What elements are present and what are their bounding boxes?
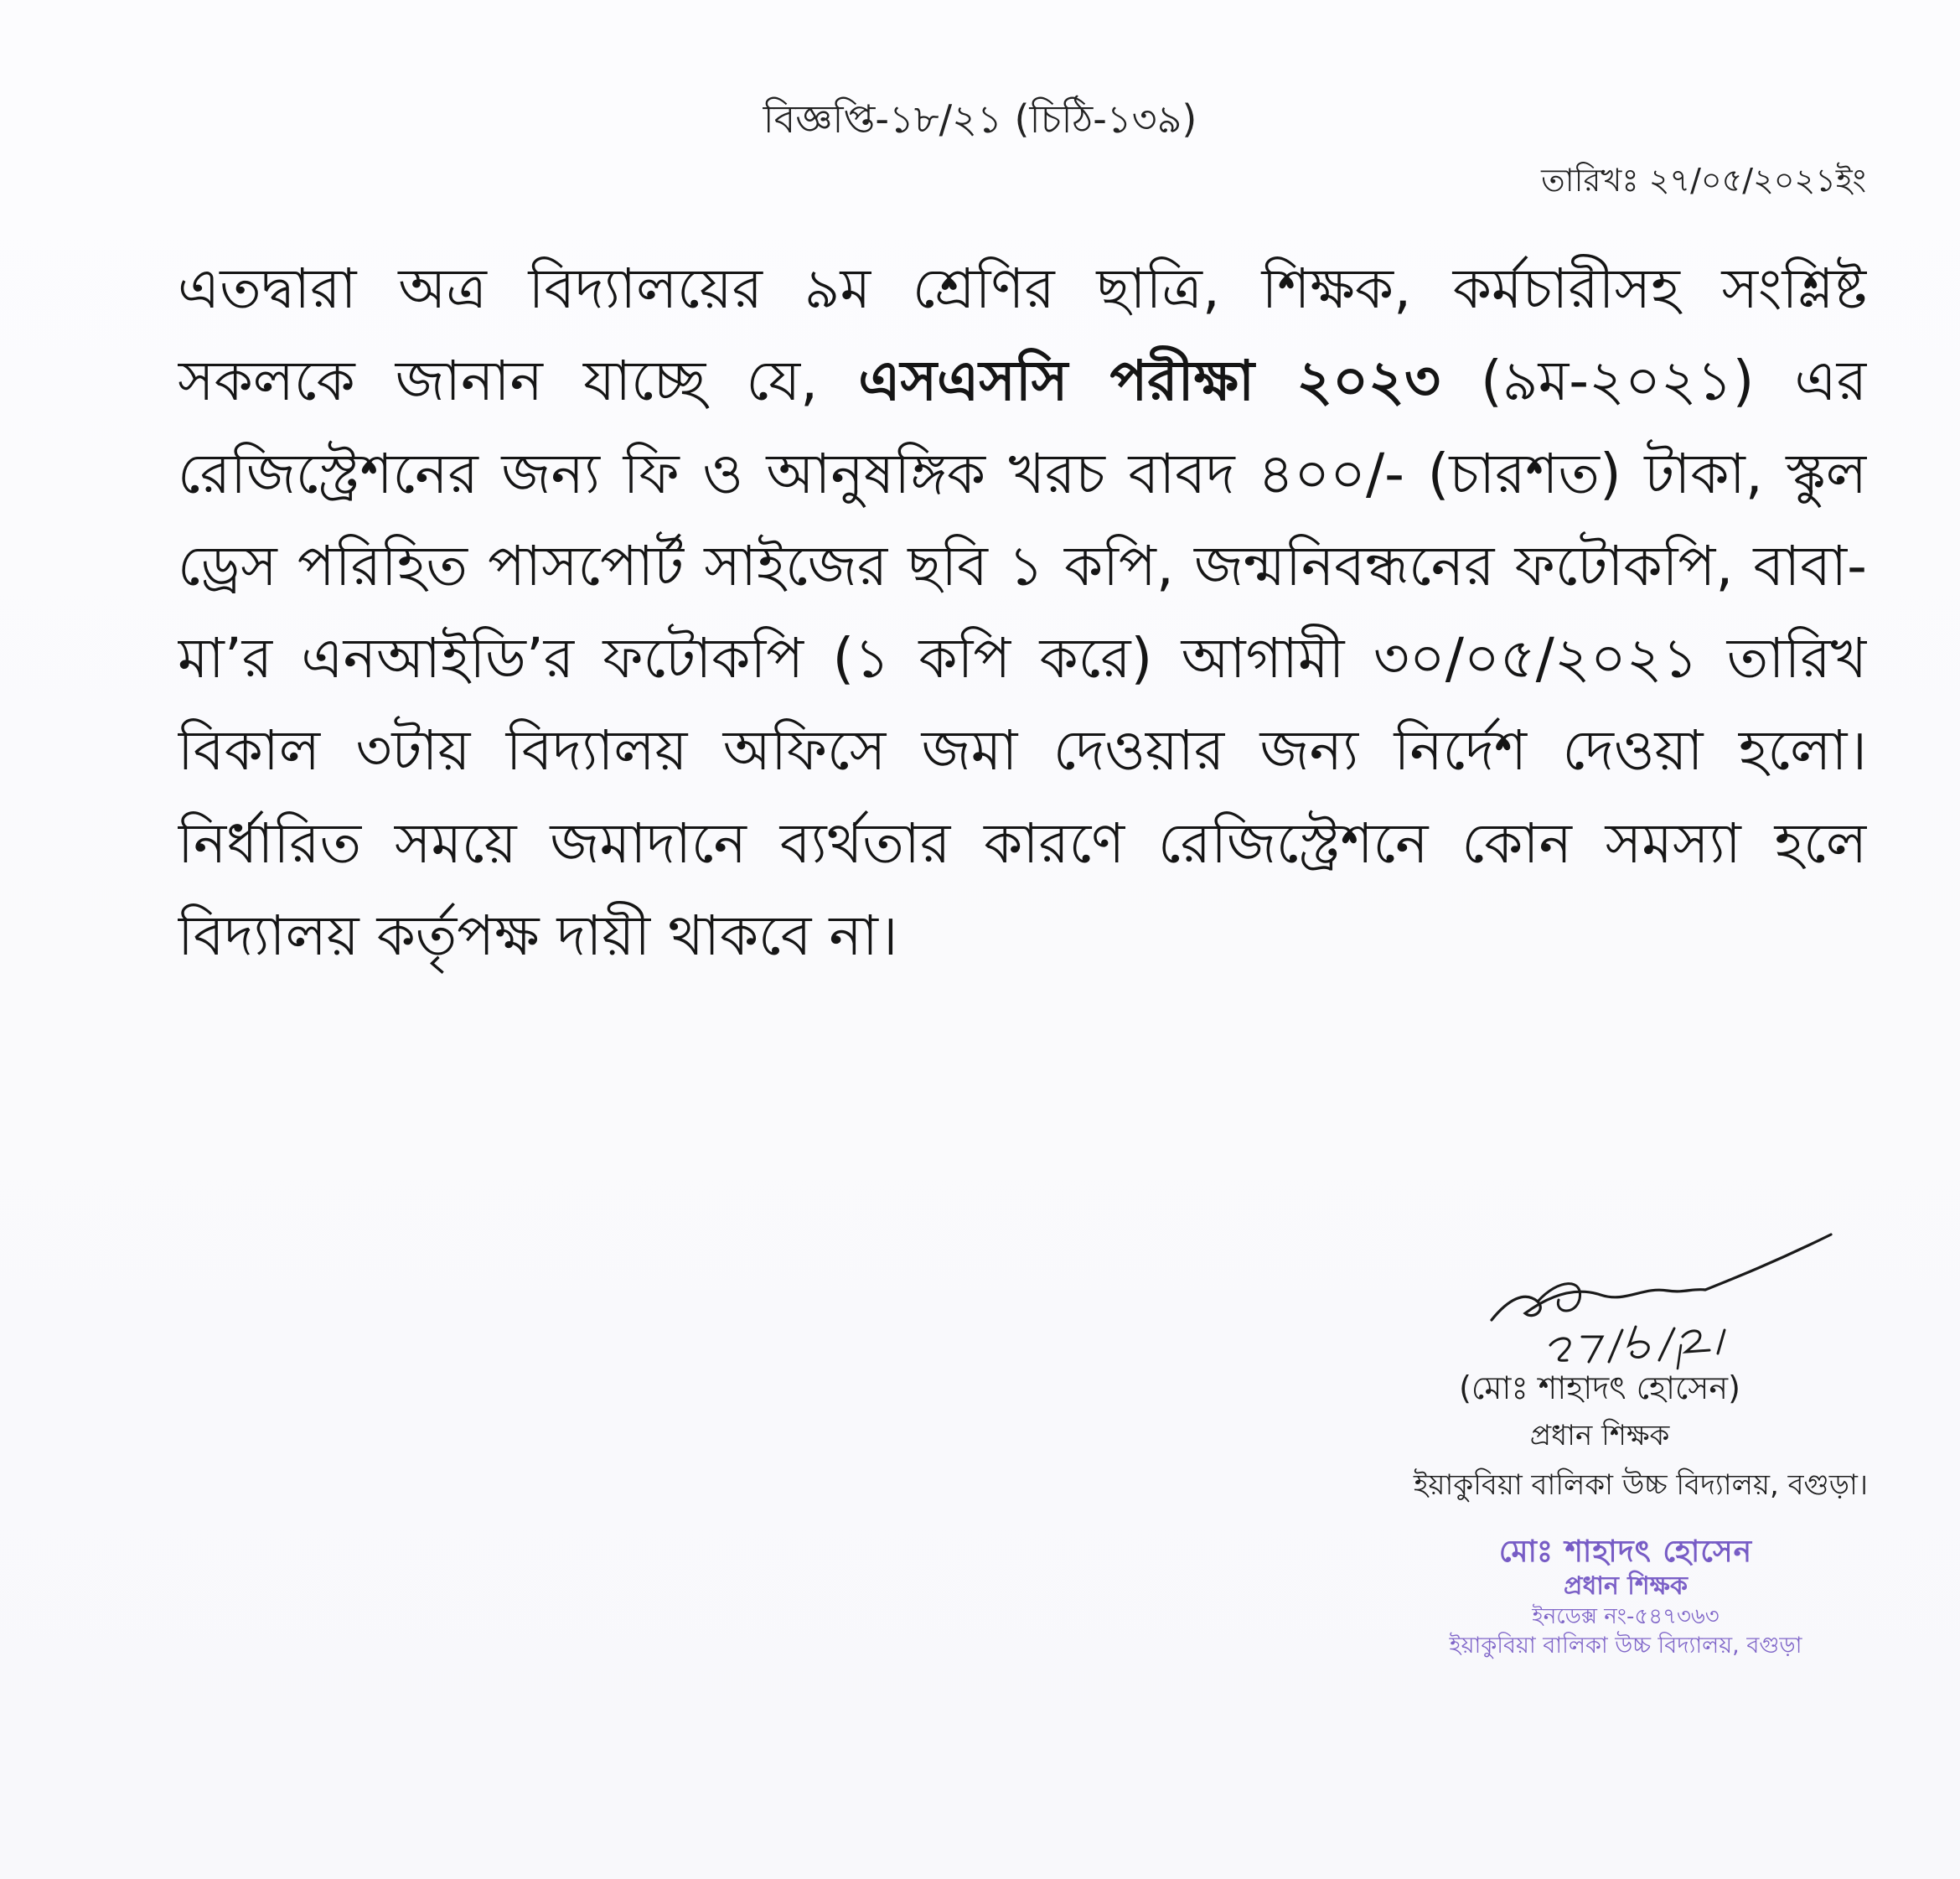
signature-date-5 bbox=[1629, 1327, 1648, 1358]
notice-body-bold: এসএসসি পরীক্ষা ২০২৩ bbox=[858, 349, 1440, 414]
signature-date-7 bbox=[1582, 1337, 1602, 1362]
official-stamp bbox=[1425, 1534, 1827, 1676]
notice-body bbox=[178, 243, 1867, 1249]
notice-number: বিজ্ঞপ্তি-১৮/২১ (চিঠি-১৩৯) bbox=[763, 96, 1197, 142]
signature-block bbox=[1281, 1364, 1868, 1510]
signature-date-21 bbox=[1683, 1330, 1725, 1354]
stamp-title: প্রধান শিক্ষক bbox=[1564, 1571, 1688, 1601]
signature-date-slash2 bbox=[1659, 1328, 1674, 1360]
notice-body-text-1: এতদ্বারা অত্র বিদ্যালয়ের ৯ম শ্রেণির ছাত্রি, শিক্ষক, কর্মচারীসহ সংশ্লিষ্ট সকলকে জানান যাচ্ছে যে, bbox=[178, 256, 1867, 414]
signature-stroke-loop bbox=[1538, 1284, 1580, 1311]
signatory-title: প্রধান শিক্ষক bbox=[1529, 1419, 1670, 1452]
notice-body-text-2: (৯ম-২০২১) এর রেজিস্ট্রেশনের জন্য ফি ও আনুষঙ্গিক খরচ বাবদ ৪০০/- (চারশত) টাকা, স্কুল ড্রেস পরিহিত পাসপোর্ট সাইজের ছবি ১ কপি, জন্মনিবন্ধনের ফটোকপি, বাবা-মা’র এনআইডি’র ফটোকপি (১ কপি করে) আগামী ৩০/০৫/২০২১ তারিখ বিকাল ৩টায় বিদ্যালয় অফিসে জমা দেওয়ার জন্য নির্দেশ দেওয়া হলো। নির্ধারিত সময়ে জমাদানে ব্যর্থতার কারণে রেজিস্ট্রেশনে কোন সমস্যা হলে বিদ্যালয় কর্তৃপক্ষ দায়ী থাকবে না। bbox=[178, 349, 1867, 969]
signatory-name: (মোঃ শাহাদৎ হোসেন) bbox=[1459, 1369, 1740, 1406]
stamp-name: মোঃ শাহাদৎ হোসেন bbox=[1498, 1535, 1753, 1569]
signature-date-slash1 bbox=[1609, 1330, 1622, 1362]
notice-date: তারিখঃ ২৭/০৫/২০২১ইং bbox=[1541, 162, 1866, 199]
stamp-school: ইয়াকুবিয়া বালিকা উচ্চ বিদ্যালয়, বগুড়া bbox=[1449, 1633, 1802, 1659]
handwritten-signature bbox=[1458, 1219, 1844, 1370]
signature-stroke-main bbox=[1492, 1235, 1831, 1320]
signature-date-2 bbox=[1550, 1338, 1570, 1360]
stamp-index: ইনডেক্স নং-৫৪৭৩৬৩ bbox=[1532, 1604, 1720, 1629]
school-name: ইয়াকুবিয়া বালিকা উচ্চ বিদ্যালয়, বগুড়া। bbox=[1413, 1468, 1868, 1502]
